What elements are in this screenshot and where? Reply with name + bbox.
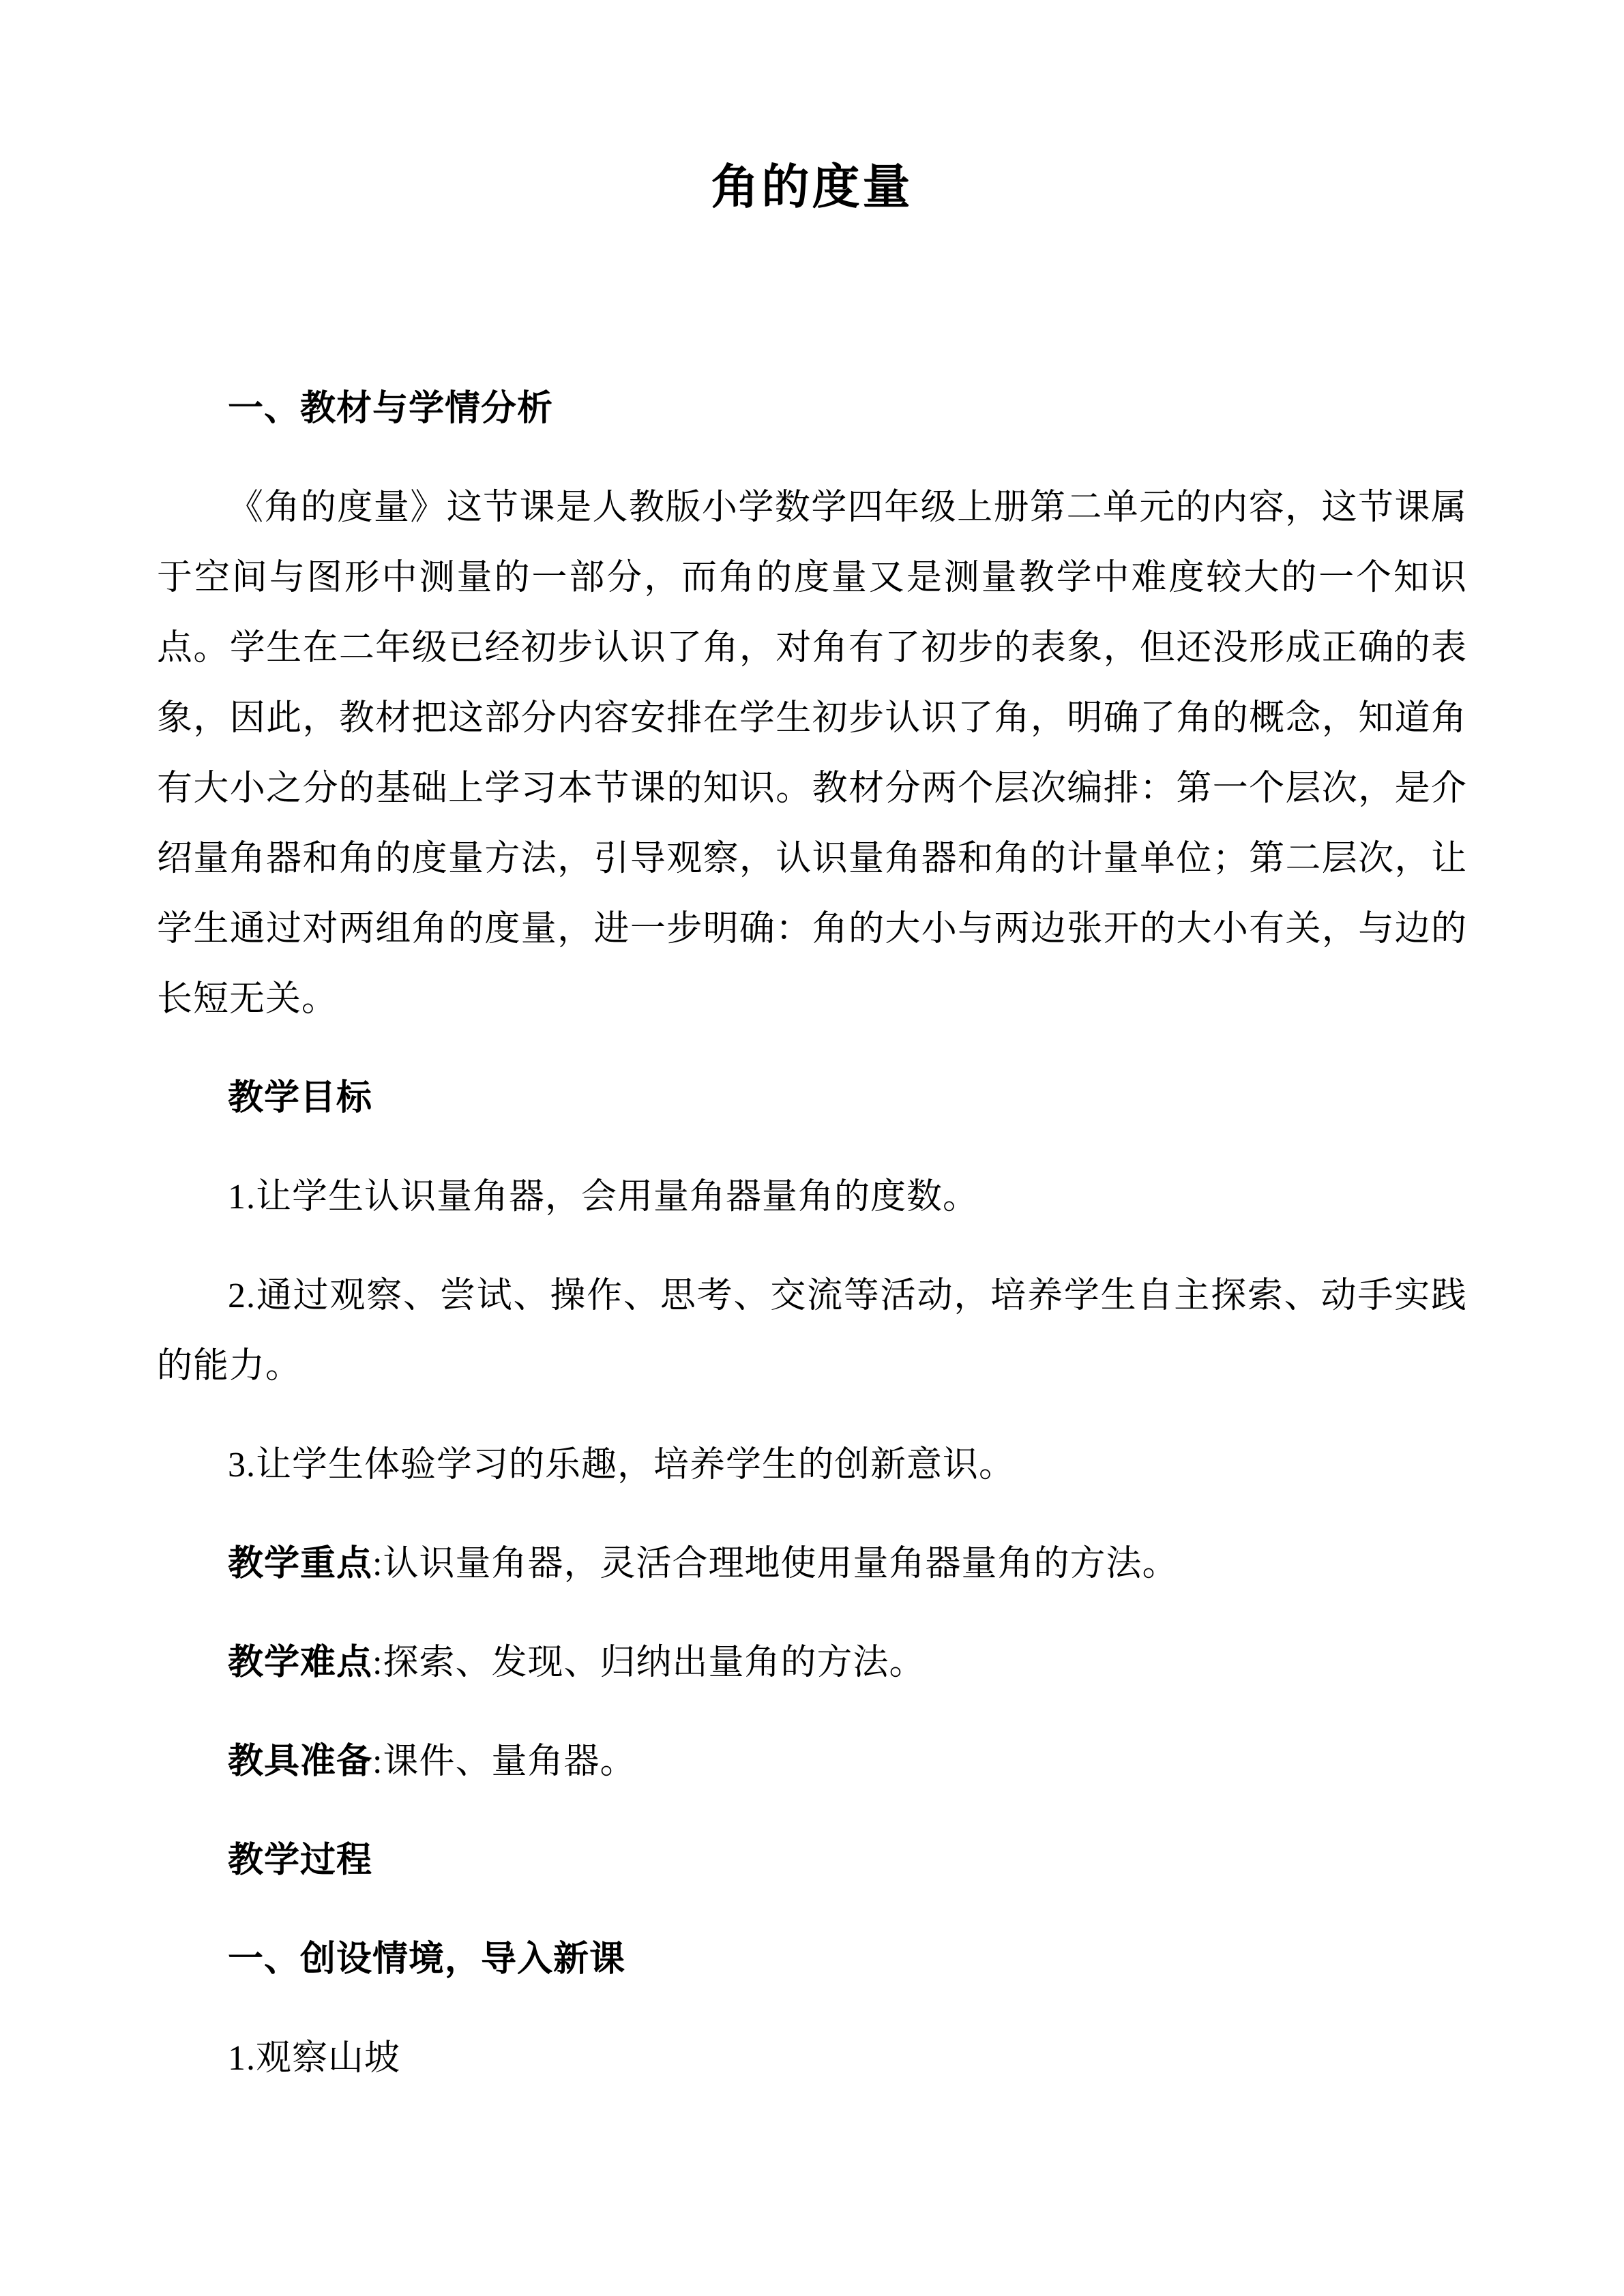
section-heading-textbook-analysis: 一、教材与学情分析 bbox=[228, 389, 554, 428]
teaching-aids-text: :课件、量角器。 bbox=[372, 1742, 636, 1781]
teaching-difficulty bbox=[157, 1628, 1467, 1698]
teaching-difficulty-text: :探索、发现、归纳出量角的方法。 bbox=[372, 1643, 926, 1682]
step-observe-hillside: 1.观察山坡 bbox=[228, 2039, 401, 2078]
section-heading-create-situation: 一、创设情境，导入新课 bbox=[228, 1939, 626, 1979]
document-body bbox=[157, 158, 1467, 2093]
objective-item-2: 2.通过观察、尝试、操作、思考、交流等活动，培养学生自主探索、动手实践的能力。 bbox=[157, 1277, 1467, 1386]
section-heading-teaching-objectives: 教学目标 bbox=[228, 1078, 373, 1118]
objective-item-1: 1.让学生认识量角器，会用量角器量角的度数。 bbox=[228, 1178, 979, 1217]
teaching-key-point bbox=[157, 1529, 1467, 1599]
teaching-difficulty-label: 教学难点 bbox=[228, 1643, 373, 1682]
document-title: 角的度量 bbox=[711, 160, 913, 213]
objective-item-3: 3.让学生体验学习的乐趣，培养学生的创新意识。 bbox=[228, 1446, 1016, 1485]
teaching-key-point-text: :认识量角器，灵活合理地使用量角器量角的方法。 bbox=[372, 1545, 1179, 1583]
teaching-aids-label: 教具准备 bbox=[228, 1742, 373, 1781]
section-heading-teaching-process: 教学过程 bbox=[228, 1840, 373, 1880]
teaching-key-point-label: 教学重点 bbox=[228, 1544, 373, 1583]
paragraph-textbook-analysis: 《角的度量》这节课是人教版小学数学四年级上册第二单元的内容，这节课属于空间与图形中测量的一部分，而角的度量又是测量教学中难度较大的一个知识点。学生在二年级已经初步认识了角，对角有了初步的表象，但还没形成正确的表象，因此，教材把这部分内容安排在学生初步认识了角，明确了角的概念，知道角有大小之分的基础上学习本节课的知识。教材分两个层次编排：第一个层次，是介绍量角器和角的度量方法，引导观察，认识量角器和角的计量单位；第二层次，让学生通过对两组角的度量，进一步明确：角的大小与两边张开的大小有关，与边的长短无关。 bbox=[157, 488, 1467, 1019]
teaching-aids bbox=[157, 1727, 1467, 1797]
